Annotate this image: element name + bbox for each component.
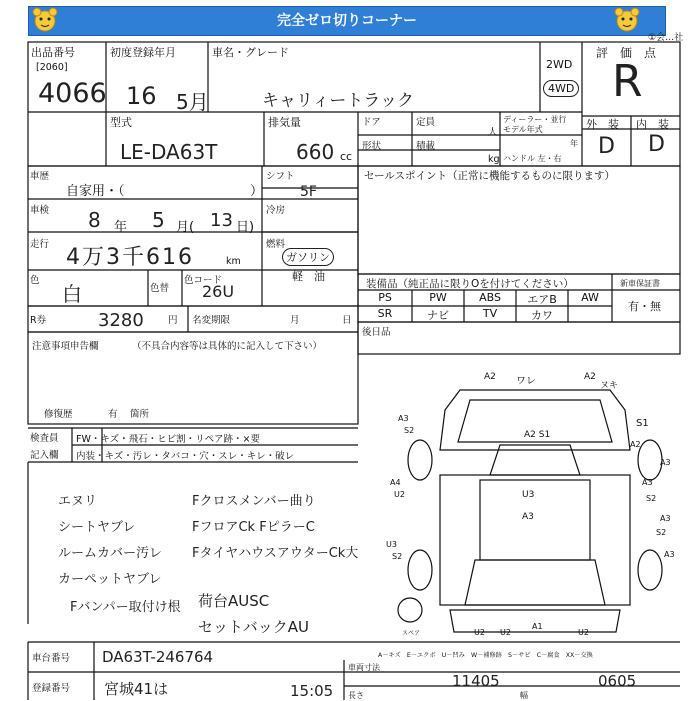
equip-ps: PS [378,291,392,304]
remark-right-5: セットバックAU [198,618,309,636]
dmg-label-26: U2 [578,628,589,637]
car-name: キャリィートラック [262,91,414,111]
month-unit: 月 [290,315,300,326]
remark-right-1: Fクロスメンバー曲り [192,494,316,509]
model-year-label: モデル年式 [503,125,543,134]
dmg-label-2: ワレ [516,376,536,387]
dmg-label-14: S2 [646,494,657,503]
year-char: 年 [114,220,128,235]
inspector-label-1: 検査員 [30,433,59,444]
dmg-label-3: A2 [584,372,596,382]
inspection-month: 5 [152,208,165,232]
ext-grade: D [598,134,615,159]
remark-left-4: カーペットヤブレ [58,572,162,587]
dmg-label-4: ヌキ [600,381,619,391]
car-name-label: 車名・グレード [212,46,289,59]
load-label: 積載 [416,141,436,152]
notes-label: 注意事項申告欄 [32,341,99,352]
fuel-gasoline: ガソリン [282,248,334,266]
month-char: 月( [176,220,195,235]
equip-pw: PW [429,291,447,304]
inspector-label-2: 記入欄 [30,450,59,461]
history-value: 自家用・（ [66,184,125,199]
name-change-label: 名変期限 [192,315,231,326]
first-reg-label: 初度登録年月 [110,46,176,59]
displacement-label: 排気量 [268,116,301,129]
equipment-label: 装備品（純正品に限りOを付けてください） [366,278,574,290]
remark-left-2: シートヤブレ [58,520,136,535]
dmg-label-22: スペア [402,630,421,637]
drive-4wd: 4WD [543,80,579,97]
fuel-diesel: 軽 油 [292,270,325,283]
inspection-label: 車検 [30,205,50,216]
lot-label: 出品番号 [31,46,75,59]
top-right-mark: ①会…社 [648,33,684,43]
remark-left-1: エヌリ [58,494,98,509]
persons-unit: 人 [488,127,498,138]
dmg-label-16: A3 [522,512,534,522]
remark-left-5: Fバンパー取付け根 [70,600,181,615]
dmg-label-12: U2 [394,490,405,499]
chassis-value: DA63T-246764 [102,648,214,666]
repair-location: 箇所 [130,409,150,420]
rear-seat-label: 後日品 [362,327,391,338]
new-warranty-label: 新車保証書 [620,279,660,288]
remark-right-3: FタイヤハウスアウターCk大 [192,546,359,561]
sales-point-label: セールスポイント（正常に機能するものに限ります） [364,170,616,182]
int-label: 内 装 [636,118,669,131]
inspector-row-2: 内装・キズ・汚レ・タバコ・穴・スレ・キレ・破レ [76,451,295,462]
remark-right-4: 荷台AUSC [198,592,270,610]
equip-sr: SR [377,307,393,320]
ext-label: 外 装 [586,118,619,131]
time-value: 15:05 [290,682,334,700]
mileage-label: 走行 [30,239,50,250]
dmg-label-9: A2 S1 [524,430,551,440]
color-label: 色 [30,275,40,286]
equip-tv: TV [482,307,498,320]
day-char: 日) [236,220,255,235]
warranty-value: 有・無 [628,300,661,313]
banner-title: 完全ゼロ切りコーナー [277,13,417,29]
dmg-label-23: U2 [474,628,485,637]
yen-unit: 円 [168,315,178,326]
year-unit: 年 [570,139,578,148]
first-reg-month: 5月 [176,90,209,114]
dmg-label-8: A2 [630,440,641,449]
handle-label: ハンドル 左・右 [503,154,562,163]
km-unit: km [226,256,241,267]
dmg-label-20: S2 [392,552,403,561]
dmg-label-25: A1 [532,622,543,631]
length-label: 長さ [348,691,364,700]
repair-label: 修復歴 [44,409,73,420]
mileage-value: 4万3千616 [66,245,194,270]
reg-value: 宮城41は [104,680,169,698]
chassis-label: 車台番号 [32,653,71,664]
repair-value: 有 [108,409,118,420]
remark-left-3: ルームカバー汚レ [58,546,163,561]
dmg-label-10: A3 [660,458,671,467]
drive-2wd: 2WD [546,58,573,71]
seats-label: 定員 [416,117,436,128]
dmg-label-19: U3 [386,540,397,549]
length-value: 11405 [452,672,500,690]
shift-label: シフト [266,171,295,182]
dmg-label-13: A3 [642,478,653,487]
dmg-label-24: U2 [500,628,511,637]
dmg-label-7: S1 [636,418,649,429]
dmg-label-18: S2 [656,528,667,537]
color-value: 白 [62,282,82,306]
cc-unit: cc [340,150,353,163]
equip-aw: AW [581,291,599,304]
kg-unit: kg [488,154,500,165]
damage-legend: A－キズ E－エクボ U－凹み W－補修跡 S－サビ C－腐食 XX－交換 [378,652,593,659]
inspector-row-1: FW・キズ・飛石・ヒビ割・リペア跡・×要 [76,434,260,445]
model-label: 型式 [110,116,132,129]
lot-number: 4066 [38,78,107,109]
equip-leather: カワ [531,309,553,322]
remark-right-2: FフロアCk FピラーC [192,520,315,535]
dmg-label-1: A2 [484,372,496,382]
color-code-value: 26U [202,282,235,301]
dmg-label-6: S2 [404,426,415,435]
width-value: 0605 [598,672,637,690]
inspection-year: 8 [88,208,101,232]
day-unit: 日 [342,315,352,326]
reg-label: 登録番号 [32,683,71,694]
dmg-label-17: A3 [660,514,671,523]
shift-value: 5F [300,184,317,200]
equip-airbag: エアB [527,293,557,306]
color-change-label: 色替 [150,283,170,294]
equip-navi: ナビ [427,309,449,322]
equip-abs: ABS [479,291,501,304]
displacement-value: 660 [296,140,335,164]
dmg-label-11: A4 [390,478,401,487]
color-code-label: 色コード [184,275,223,286]
truck-damage-diagram [380,370,680,640]
grade-value: R [612,56,643,107]
door-label: ドア [362,117,381,128]
model-value: LE-DA63T [120,140,218,164]
lot-small: [2060] [36,62,68,73]
dmg-label-21: A3 [664,550,675,559]
inspection-day: 13 [210,210,233,231]
grade-label: 評 価 点 [596,46,657,60]
width-label: 幅 [520,691,528,700]
dmg-label-5: A3 [398,414,409,423]
dealer-label: ディーラー・並行 [503,115,567,124]
history-close: ） [250,184,264,199]
dims-label: 車両寸法 [348,663,380,672]
first-reg-year: 16 [126,82,157,110]
int-grade: D [648,132,665,157]
recycle-label: R券 [30,315,47,326]
ac-label: 冷房 [266,205,286,216]
recycle-value: 3280 [98,310,144,331]
notes-sub: （不具合内容等は具体的に記入して下さい） [132,341,323,352]
history-label: 車歴 [30,171,50,182]
dmg-label-15: U3 [522,490,535,500]
shape-label: 形状 [362,141,382,152]
fuel-label: 燃料 [266,239,286,250]
